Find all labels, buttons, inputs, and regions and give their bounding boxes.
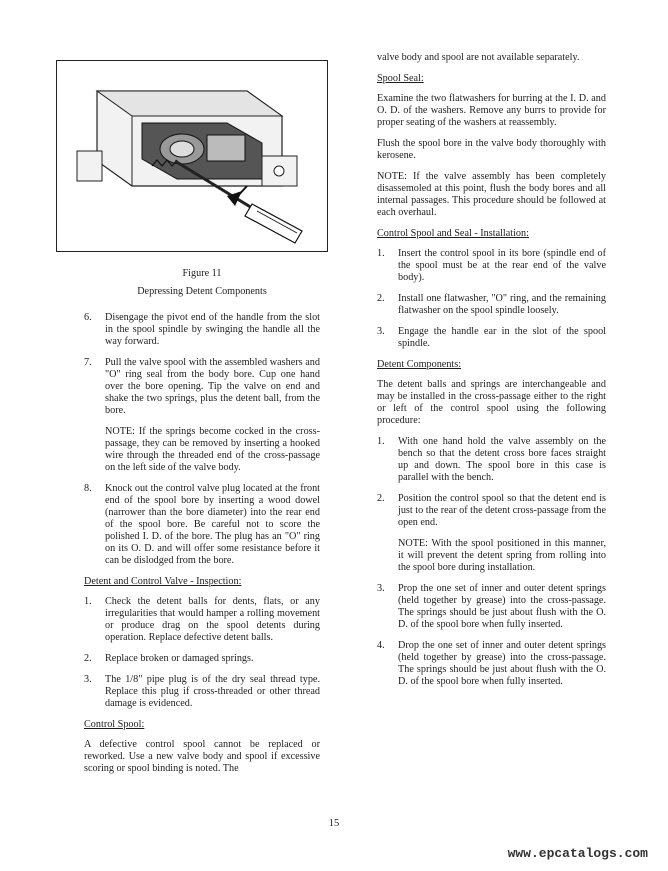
body-paragraph: Flush the spool bore in the valve body thoroughly with kerosene. [377,138,606,161]
list-item [84,483,320,567]
page-number: 15 [328,818,340,829]
item-number: 8. [84,483,92,494]
list-item [377,583,606,631]
list-item [377,326,606,350]
watermark-link[interactable]: www.epcatalogs.com [507,846,648,861]
item-number: 3. [84,674,92,685]
list-item [377,493,606,529]
item-text: With one hand hold the valve assembly on the bench so that the detent cross bore faces straight up and down. The spool bore in this case is parallel with the bench. [398,436,606,483]
right-column [377,52,606,697]
section-heading-inspection: Detent and Control Valve - Inspection: [84,576,242,587]
item-number: 7. [84,357,92,368]
item-text: The 1/8" pipe plug is of the dry seal thread type. Replace this plug if cross-threaded or other thread damage is evidenced. [105,674,320,709]
note-paragraph: NOTE: With the spool positioned in this manner, it will prevent the detent spring from rolling into the spool bore during installation. [398,538,606,573]
section-heading-detent: Detent Components: [377,359,462,370]
body-paragraph: valve body and spool are not available separately. [377,52,580,63]
item-text: Install one flatwasher, "O" ring, and the remaining flatwasher on the spool spindle loosely. [398,293,606,316]
item-text: Replace broken or damaged springs. [105,653,254,664]
list-item [84,653,320,665]
body-paragraph: A defective control spool cannot be replaced or reworked. Use a new valve body and spool if excessive scoring or spool binding is noted. The [84,739,320,774]
item-number: 1. [84,596,92,607]
note-paragraph: NOTE: If the valve assembly has been completely disassemoled at this point, flush the body bores and all internal passages. This procedure should be followed at each overhaul. [377,171,606,218]
list-item [377,436,606,484]
note-paragraph: NOTE: If the springs become cocked in the cross-passage, they can be removed by inserting a hooked wire through the threaded end of the cross-passage on the left side of the valve body. [105,426,320,473]
item-text: Prop the one set of inner and outer detent springs (held together by grease) into the cross-passage. The springs should be just about flush with the O. D. of the spool bore when fully inserted. [398,583,606,630]
item-number: 1. [377,436,385,447]
item-text: Position the control spool so that the detent end is just to the rear of the detent cross-passage from the open end. [398,493,606,528]
item-text: Knock out the control valve plug located at the front end of the spool bore by inserting a wood dowel (narrower than the bore diameter) into the rear end of the spool bore. Be careful not to score the polished I. D. of the bore. The plug has an "O" ring on its O. D. and will offer some resistance before it can be dislodged from the bore. [105,483,320,566]
item-text: Drop the one set of inner and outer detent springs (held together by grease) into the cross-passage. The springs should be just about flush with the O. D. of the spool bore when fully inserted. [398,640,606,687]
item-number: 2. [84,653,92,664]
item-number: 2. [377,493,385,504]
list-item [84,596,320,644]
list-item [84,357,320,417]
item-number: 3. [377,326,385,337]
item-text: Check the detent balls for dents, flats, or any irregularities that would hamper a rolling movement or produce drag on the spool detents during operation. Replace defective detent balls. [105,596,320,643]
section-heading-installation: Control Spool and Seal - Installation: [377,228,529,239]
section-heading-control-spool: Control Spool: [84,719,145,730]
item-text: Insert the control spool in its bore (spindle end of the spool must be at the rear end of the valve body). [398,248,606,283]
item-number: 3. [377,583,385,594]
item-text: Disengage the pivot end of the handle from the slot in the spool spindle by swinging the handle all the way forward. [105,312,320,347]
list-item [84,674,320,710]
list-item [377,640,606,688]
body-paragraph: Examine the two flatwashers for burring at the I. D. and O. D. of the washers. Remove any burrs to provide for proper seating of the washers at reassembly. [377,93,606,128]
figure-number: Figure 11 [182,268,222,279]
figure-caption: Depressing Detent Components [137,286,267,297]
left-column [84,60,320,784]
item-text: Pull the valve spool with the assembled washers and "O" ring seal from the body bore. Cup one hand over the bore opening. Tip the valve on end and shake the two springs, plus the detent ball, from the bore. [105,357,320,416]
list-item [84,312,320,348]
valve-body-drawing [57,61,327,251]
item-number: 2. [377,293,385,304]
item-number: 1. [377,248,385,259]
section-heading-spool-seal: Spool Seal: [377,73,424,84]
list-item [377,293,606,317]
figure-illustration [56,60,328,252]
list-item [377,248,606,284]
body-paragraph: The detent balls and springs are interchangeable and may be installed in the cross-passage either to the right or left of the control spool using the following procedure: [377,379,606,426]
item-number: 4. [377,640,385,651]
item-number: 6. [84,312,92,323]
item-text: Engage the handle ear in the slot of the spool spindle. [398,326,606,349]
